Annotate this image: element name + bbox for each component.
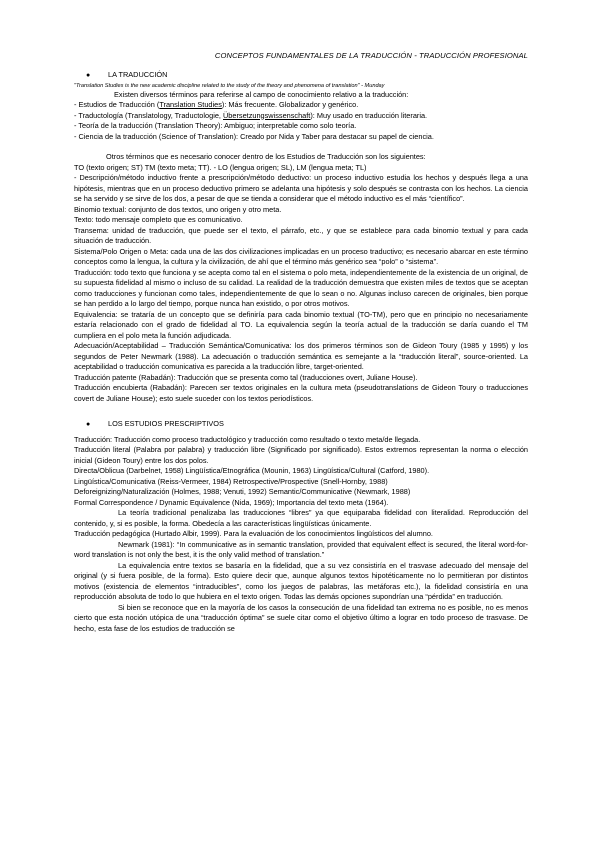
paragraph: Traducción: Traducción como proceso traductológico y traducción como resultado o texto meta/de llegada.: [74, 434, 421, 444]
paragraph: La equivalencia entre textos se basaría en la fidelidad, que a su vez consistiría en el trasvase adecuado del mensaje del original (y si fuera posible, de la forma). Esto quiere decir que, aunque algunos textos hipotéticamente no lo permitieran por distintos motivos (existencia de elementos “intraducibles”, como los juegos de palabras, las metáforas etc.), la fidelidad consistiría en una reproducción absoluta de todo lo que hubiera en el texto origen. Todas las demás opciones supondrían una “pérdida” en traducción.: [74, 560, 528, 601]
text-span: - Traductología (Translatology, Traductologie,: [74, 110, 223, 120]
underlined-term: Übersetzungswissenschaft: [223, 110, 311, 120]
term-list-item: [74, 111, 528, 122]
definition: Texto: todo mensaje completo que es comunicativo.: [74, 215, 243, 224]
paragraph: TO (texto origen; ST) TM (texto meta; TT). - LO (lengua origen; SL), LM (lengua meta; TL): [74, 162, 367, 172]
paragraph: Otros términos que es necesario conocer dentro de los Estudios de Traducción son los siguientes:: [106, 152, 426, 161]
definition: Transema: unidad de traducción, que puede ser el texto, el párrafo, etc., y que se establece para cada binomio textual y para cada situación de traducción.: [74, 225, 528, 245]
definition: Adecuación/Aceptabilidad – Traducción Semántica/Comunicativa: los dos primeros términos son de Gideon Toury (1985 y 1995) y los segundos de Peter Newmark (1988). La adecuación o traducción semántica es semejante a la “traducción literal”, source-oriented. La aceptabilidad o traducción comunicativa es parecida a la traducción libre, target-oriented.: [74, 341, 528, 371]
section-title: LOS ESTUDIOS PRESCRIPTIVOS: [108, 419, 224, 428]
document-body: [74, 70, 528, 634]
term-list-item: - Ciencia de la traducción (Science of Translation): Creado por Nida y Taber para destacar su papel de ciencia.: [74, 131, 434, 141]
paragraph: La teoría tradicional penalizaba las traducciones “libres” ya que equiparaba fidelidad con literalidad. Reproducción del contenido, y, si es posible, la forma. Obedecía a las características lingüísticas únicamente.: [74, 508, 528, 528]
paragraph: Existen diversos términos para referirse al campo de conocimiento relativo a la traducción:: [114, 89, 409, 99]
paragraph: Directa/Oblicua (Darbelnet, 1958) Lingüística/Etnográfica (Mounin, 1963) Lingüística/Cultural (Catford, 1980).: [74, 466, 430, 475]
bullet-icon: ●: [86, 72, 91, 79]
underlined-term: Translation Studies: [159, 100, 222, 109]
definition: Equivalencia: se trataría de un concepto que se definiría para cada binomio textual (TO-TM), pero que en principio no necesariamente estaría relacionado con el grado de fidelidad al TO. La equivalencia según la teoría actual de la traducción se daría cuando el TM cumpliera en el polo meta la función adjudicada.: [74, 309, 528, 340]
paragraph: Formal Correspondence / Dynamic Equivalence (Nida, 1969); Importancia del texto meta (1964).: [74, 497, 389, 507]
paragraph: Traducción pedagógica (Hurtado Albir, 1999). Para la evaluación de los conocimientos lingüísticos del alumno.: [74, 529, 433, 538]
paragraph: Traducción literal (Palabra por palabra) y traducción libre (Significado por significado). Estos extremos representan la norma o elección inicial (Gideon Toury) entre los dos polos.: [74, 445, 528, 465]
term-list-item: - Teoría de la traducción (Translation Theory): Ambiguo; interpretable como solo teoría.: [74, 121, 357, 130]
definition: Traducción patente (Rabadán): Traducción que se presenta como tal (traducciones overt, Juliane House).: [74, 372, 418, 382]
paragraph: Si bien se reconoce que en la mayoría de los casos la consecución de una fidelidad tan extrema no es posible, no es menos cierto que esta noción utópica de una “traducción óptima” se suele citar como el objetivo último a lograr en todo proceso de trasvase. De hecho, esta fase de los estudios de traducción se: [74, 602, 528, 633]
paragraph: Lingüística/Comunicativa (Reiss-Vermeer, 1984) Retrospective/Prospective (Snell-Hornby, 1988): [74, 476, 388, 486]
text-span: ): Muy usado en traducción literaria.: [310, 110, 428, 120]
page-header: CONCEPTOS FUNDAMENTALES DE LA TRADUCCIÓN - TRADUCCIÓN PROFESIONAL: [214, 51, 528, 60]
newmark-quote: Newmark (1981): “In communicative as in semantic translation, provided that equivalent effect is secured, the literal word-for-word translation is not only the best, it is the only valid method of translation.”: [74, 539, 528, 559]
term-list-item: [74, 100, 528, 111]
paragraph: - Descripción/método inductivo frente a prescripción/método deductivo: un proceso inductivo estudia los hechos y después llega a una hipótesis, mientras que en un proceso deductivo primero se adelanta una hipótesis y solo después se contrasta con los hechos. La ciencia se ha servido y se sirve de los dos, a pesar de que se tienda a considerar que el método inductivo es el más “científico”.: [74, 173, 528, 203]
text-span: ): Más frecuente. Globalizador y genérico.: [221, 100, 359, 109]
definition: Traducción encubierta (Rabadán): Parecen ser textos originales en la cultura meta (pseudotranslations de Gideon Toury o traducciones covert de Juliane House); esto suele suceder con los textos periodísticos.: [74, 383, 528, 403]
paragraph: Deforeignizing/Naturalización (Holmes, 1988; Venuti, 1992) Semantic/Communicative (Newmark, 1988): [74, 487, 411, 496]
text-span: - Estudios de Traducción (: [74, 100, 160, 109]
section-heading-la-traduccion: [86, 70, 528, 82]
section-title: LA TRADUCCIÓN: [108, 70, 168, 79]
munday-quote: "Translation Studies is the new academic discipline related to the study of the theory and phenomena of translation" - Munday: [74, 82, 385, 89]
bullet-icon: ●: [86, 421, 91, 428]
definition: Binomio textual: conjunto de dos textos, uno origen y otro meta.: [74, 204, 282, 214]
definition: Sistema/Polo Origen o Meta: cada una de las dos civilizaciones implicadas en un proceso traductivo; es necesario abarcar en este término conceptos como la lengua, la cultura y la civilización, de ahí que el término más genérico sea “polo” o “sistema”.: [74, 246, 528, 266]
section-heading-estudios-prescriptivos: [86, 419, 528, 431]
definition: Traducción: todo texto que funciona y se acepta como tal en el sistema o polo meta, independientemente de la existencia de un original, de su supuesta fidelidad al mismo o incluso de su calidad. La realidad de la traducción demuestra que existen miles de textos que se aceptan como traducciones y funcionan como tales, independientemente de que lo sean o no. Algunas incluso carecen de originales, bien porque se han perdido a lo largo del tiempo, porque nunca han existido, o por otros motivos.: [74, 267, 528, 308]
